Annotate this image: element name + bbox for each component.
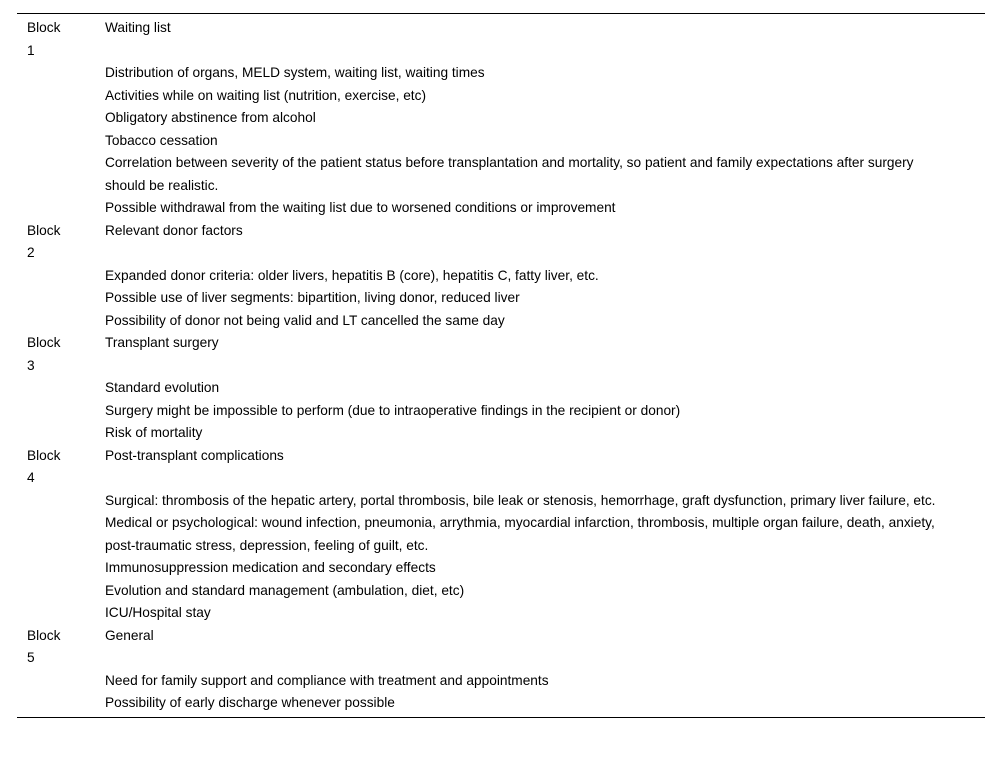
topic-item: Tobacco cessation: [105, 132, 218, 148]
blank-line: [105, 647, 957, 670]
block-label-cell: [17, 625, 105, 670]
blank-line: [105, 40, 957, 63]
block-content-cell: [105, 445, 957, 625]
topic-item: Need for family support and compliance with treatment and appointments: [105, 672, 549, 688]
topic-item: Surgical: thrombosis of the hepatic artery, portal thrombosis, bile leak or stenosis, hemorrhage, graft dysfunction, primary liver failure, etc.: [105, 492, 936, 508]
block-label: Block 4: [27, 447, 61, 485]
block-content-cell: [105, 220, 957, 333]
topic-item: Surgery might be impossible to perform (due to intraoperative findings in the recipient or donor): [105, 402, 681, 418]
block-label-cell: [17, 445, 105, 490]
topic-item: Distribution of organs, MELD system, waiting list, waiting times: [105, 65, 485, 80]
topic-item: Possible withdrawal from the waiting list due to worsened conditions or improvement: [105, 200, 616, 215]
block-row-2: [17, 220, 985, 333]
topic-item: Evolution and standard management (ambulation, diet, etc): [105, 582, 465, 598]
block-label: Block 1: [27, 20, 61, 58]
blank-line: [105, 467, 957, 490]
block-title: Relevant donor factors: [105, 222, 243, 238]
topic-item: Standard evolution: [105, 380, 220, 395]
block-label-cell: [17, 332, 105, 377]
block-content-cell: [105, 625, 957, 715]
block-row-4: [17, 445, 985, 625]
block-label-cell: [17, 220, 105, 265]
block-label: Block 5: [27, 627, 61, 665]
topic-item: Expanded donor criteria: older livers, hepatitis B (core), hepatitis C, fatty liver, etc.: [105, 267, 599, 283]
topic-item: Risk of mortality: [105, 425, 203, 440]
block-row-1: [17, 17, 985, 220]
block-label: Block 2: [27, 222, 61, 260]
block-title: Waiting list: [105, 20, 171, 35]
block-content-cell: [105, 17, 957, 220]
topic-item: Possibility of early discharge whenever possible: [105, 695, 395, 710]
block-label-cell: [17, 17, 105, 62]
block-content-cell: [105, 332, 957, 445]
topic-item: ICU/Hospital stay: [105, 605, 211, 620]
topic-item: Medical or psychological: wound infection, pneumonia, arrythmia, myocardial infarction, thrombosis, multiple organ failure, death, anxiety, post-traumatic stress, depression, feeling of guilt, etc.: [105, 515, 935, 553]
topic-item: Possible use of liver segments: bipartition, living donor, reduced liver: [105, 290, 520, 305]
blank-line: [105, 242, 957, 265]
topic-item: Obligatory abstinence from alcohol: [105, 110, 316, 125]
topic-item: Correlation between severity of the patient status before transplantation and mortality, so patient and family expectations after surgery should be realistic.: [105, 155, 914, 193]
block-title: Post-transplant complications: [105, 447, 284, 463]
block-title: Transplant surgery: [105, 335, 219, 350]
block-row-5: [17, 625, 985, 715]
topics-table: [17, 13, 985, 718]
topic-item: Immunosuppression medication and secondary effects: [105, 560, 436, 575]
block-label: Block 3: [27, 335, 61, 373]
topic-item: Activities while on waiting list (nutrition, exercise, etc): [105, 87, 427, 103]
blank-line: [105, 355, 957, 378]
block-row-3: [17, 332, 985, 445]
topic-item: Possibility of donor not being valid and LT cancelled the same day: [105, 312, 505, 328]
block-title: General: [105, 627, 154, 643]
